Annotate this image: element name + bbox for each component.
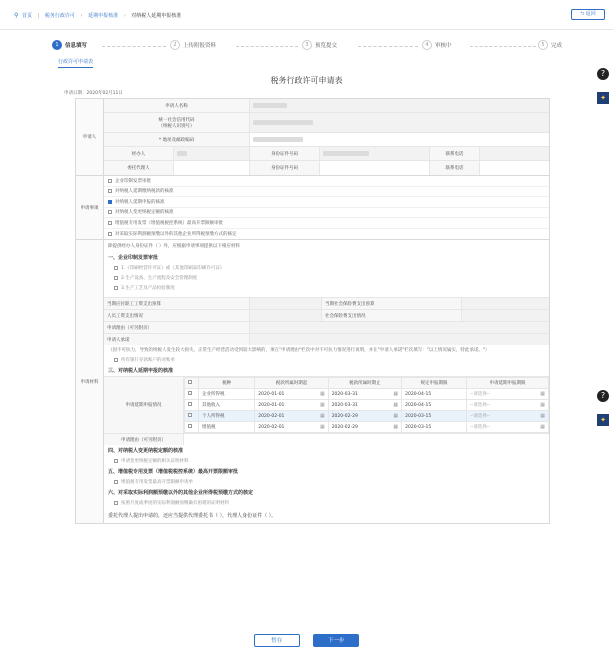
cost-row: 当期应付职工工资支出预算 当期社会保险费支出预算 <box>104 297 549 309</box>
promise-field[interactable] <box>250 334 549 345</box>
calendar-icon[interactable]: ▦ <box>393 391 399 397</box>
step-1: 1 信息填写 <box>52 40 87 52</box>
materials-section-label: 申请材料 <box>76 240 104 523</box>
step-5: 5 完成 <box>538 40 562 52</box>
calendar-icon[interactable]: ▦ <box>393 424 399 430</box>
table-row[interactable]: 增值税 2020-02-01 ▦ 2020-02-29 ▦ 2020-03-15 --请选择-- ▦ <box>185 422 549 433</box>
matter-checkbox[interactable] <box>108 221 112 225</box>
apply-date-select[interactable]: --请选择-- ▦ <box>466 400 548 411</box>
part1-item[interactable]: 2.生产设备、生产流程及安全管理制度 <box>104 273 549 283</box>
select-all-checkbox[interactable] <box>188 380 192 384</box>
breadcrumb-current: 对纳税人延期申报核准 <box>131 13 182 19</box>
matter-item[interactable]: 对纳税人延期申报的核准 <box>104 197 549 208</box>
part4-title: 四、对纳税人变更纳税定额的核准 <box>108 448 184 454</box>
applicant-section: 申请人 申请人名称 统一社会信用代码 （纳税人识别号） * 地址及邮政编码 经办人 身份证件号码 联系电话 委托代理人 身份证件号码 联系电话 <box>76 99 549 176</box>
proxy-name-field[interactable] <box>174 161 250 175</box>
step-2: 2 上传附报资料 <box>170 40 216 52</box>
breadcrumb-item-1[interactable]: 税务行政许可 <box>44 13 75 19</box>
matter-checkbox[interactable] <box>108 200 112 204</box>
calendar-icon: ▦ <box>540 424 545 430</box>
table-row[interactable]: 其他收入 2020-01-01 ▦ 2020-03-31 ▦ 2020-04-15 --请选择-- ▦ <box>185 400 549 411</box>
apply-date: 申请日期：2020年02月11日 <box>64 91 123 96</box>
matter-item[interactable]: 对纳税人延期缴纳税款的核准 <box>104 187 549 198</box>
materials-note: 除提供经办人身份证件（ ）外，应根据申请事项提供以下相应材料 <box>108 244 240 249</box>
table-row[interactable]: 个人所得税 2020-02-01 ▦ 2020-02-29 ▦ 2020-03-15 --请选择-- ▦ <box>185 411 549 422</box>
breadcrumb-home[interactable]: 首页 <box>22 13 33 19</box>
part1-checkbox[interactable] <box>114 266 118 270</box>
step-4: 4 审核中 <box>422 40 452 52</box>
promise-text: （因不可抗力，导致的纳税人发生较大损失，正常生产经营活动受到较大影响的，须在"申请理由"栏次中对不可抗力情况进行说明，并在"申请人承诺"栏次填写："以上情况属实，特此承诺。"） <box>108 348 490 353</box>
matter-item[interactable]: 企业印制发票审批 <box>104 176 549 187</box>
applicant-name-field[interactable] <box>250 99 549 112</box>
materials-section: 申请材料 除提供经办人身份证件（ ）外，应根据申请事项提供以下相应材料 一、企业印制发票审批 1.《印刷经营许可证》或《其他印刷品印刷许可证》 2.生产设备、生产流程及安全管理制度 3.生产工艺及产品检验制度 当期应付职工工资支出预算 当期社会保险费支出预算 人员工资支出情况 社会保险费支出情况 申请理由（可另附页） 申请人承诺 （因不可抗力，导致的纳税人发生较大损失，正常生产经营活动受到较大影响的，须在"申请理由"栏次中对不可抗力情况进行说明，并在"申请人承诺"栏次填写："以上情况属实，特此承诺。"） 所有银行存款账户的对账单 三、对纳税人延期申报的核准 申请延期申报情况 税种 税款所属时期起 税款所属时期止 规定申报期限 申请延期申报期限 企业所得税 2020-01-01 ▦ 2020-03-31 ▦ 2020-04-15 --请选择-- ▦ 其他收入 2020-01-01 ▦ 2020-03-31 ▦ 2020-04-15 --请选择-- ▦ 个人所得税 2020-02-01 ▦ 2020-02-29 ▦ 2020-03-15 --请选择-- ▦ 增值税 2020-02-01 ▦ 2020-02-29 ▦ 2020-03-15 --请选择-- ▦ 申请理由（可另附页） 四、对纳税人变更纳税定额的核准 申请变更纳税定额的相关证明材料 五、增值税专用发票（增值税税控系统）最高开票限额审批 增值税专用发票最高开票限额申请单 六、对采取实际利润额预缴以外的其他企业所得税预缴方式的核定 按照月度或季度的实际利润额预缴确有困难的证明材料 委托代理人提出申请的，还应当提供代理委托书（ ），代理人身份证件（ ）。 <box>76 240 549 523</box>
cost-row: 人员工资支出情况 社会保险费支出情况 <box>104 309 549 321</box>
calendar-icon[interactable]: ▦ <box>319 391 325 397</box>
breadcrumb: ⚲ 首页 | 税务行政许可 › 延期申报核准 › 对纳税人延期申报核准 <box>14 12 182 19</box>
row-checkbox[interactable] <box>188 424 192 428</box>
back-button[interactable]: ⮌ 返回 <box>571 9 605 20</box>
footer-buttons <box>0 634 613 647</box>
agent-name-field[interactable] <box>174 147 250 160</box>
part5-title: 五、增值税专用发票（增值税税控系统）最高开票限额审批 <box>108 469 239 475</box>
part5-checkbox[interactable] <box>114 480 118 484</box>
back-arrow-icon: ⮌ <box>580 11 585 17</box>
part4-checkbox[interactable] <box>114 459 118 463</box>
part1-item[interactable]: 3.生产工艺及产品检验制度 <box>104 283 549 293</box>
calendar-icon[interactable]: ▦ <box>393 402 399 408</box>
part1-checkbox[interactable] <box>114 286 118 290</box>
tax-reason-field[interactable] <box>184 434 549 445</box>
cost-field[interactable] <box>250 298 322 309</box>
part1-title: 一、企业印制发票审批 <box>108 255 159 261</box>
part1-item[interactable]: 1.《印刷经营许可证》或《其他印刷品印刷许可证》 <box>104 263 549 273</box>
matter-item[interactable]: 增值税专用发票（增值税税控系统）最高开票限额审批 <box>104 218 549 229</box>
proxy-id-field[interactable] <box>320 161 430 175</box>
cost-field[interactable] <box>462 310 549 321</box>
matter-checkbox[interactable] <box>108 232 112 236</box>
assistant-icon[interactable]: ✦ <box>597 92 609 104</box>
step-3: 3 预览提交 <box>302 40 337 52</box>
address-field[interactable] <box>250 133 549 146</box>
apply-date-select[interactable]: --请选择-- ▦ <box>466 411 548 422</box>
matter-checkbox[interactable] <box>108 189 112 193</box>
calendar-icon[interactable]: ▦ <box>319 402 325 408</box>
page-title: 税务行政许可申请表 <box>270 76 343 85</box>
breadcrumb-item-2[interactable]: 延期申报核准 <box>88 13 119 19</box>
calendar-icon: ▦ <box>540 402 545 408</box>
tax-table: 税种 税款所属时期起 税款所属时期止 规定申报期限 申请延期申报期限 企业所得税 2020-01-01 ▦ 2020-03-31 ▦ 2020-04-15 --请选择-- ▦ 其他收入 2020-01-01 ▦ 2020-03-31 ▦ 2020-04-15 --请选择-- ▦ 个人所得税 2020-02-01 ▦ 2020-02-29 ▦ 2020-03-15 --请选择-- ▦ 增值税 2020-02-01 ▦ 2020-02-29 ▦ 2020-03-15 --请选择-- ▦ <box>184 377 549 433</box>
assistant-icon-lower[interactable]: ✦ <box>597 414 609 426</box>
matters-section <box>76 176 549 240</box>
cost-field[interactable] <box>462 298 549 309</box>
help-icon-lower[interactable]: ? <box>597 390 609 402</box>
part3-title: 三、对纳税人延期申报的核准 <box>108 368 174 374</box>
agent-id-field[interactable] <box>320 147 430 160</box>
matter-item[interactable]: 对纳税人变更纳税定额的核准 <box>104 208 549 219</box>
matter-item[interactable]: 对采取实际利润额预缴以外的其他企业所得税预缴方式的核定 <box>104 229 549 240</box>
apply-date-select[interactable]: --请选择-- ▦ <box>466 422 548 433</box>
location-pin-icon: ⚲ <box>14 12 19 19</box>
help-icon[interactable]: ? <box>597 68 609 80</box>
row-checkbox[interactable] <box>188 391 192 395</box>
reason-field[interactable] <box>250 322 549 333</box>
row-checkbox[interactable] <box>188 402 192 406</box>
part6-title: 六、对采取实际利润额预缴以外的其他企业所得税预缴方式的核定 <box>108 490 254 496</box>
cost-field[interactable] <box>250 310 322 321</box>
calendar-icon[interactable]: ▦ <box>319 424 325 430</box>
calendar-icon: ▦ <box>540 391 545 397</box>
credit-code-field[interactable] <box>250 113 549 132</box>
progress-steps <box>52 40 572 54</box>
matter-checkbox[interactable] <box>108 210 112 214</box>
matter-checkbox[interactable] <box>108 179 112 183</box>
part1-checkbox[interactable] <box>114 276 118 280</box>
save-button[interactable]: 暂存 <box>254 634 300 647</box>
calendar-icon: ▦ <box>540 413 545 419</box>
apply-date-select[interactable]: --请选择-- ▦ <box>466 389 548 400</box>
application-form <box>75 98 550 524</box>
final-note: 委托代理人提出申请的，还应当提供代理委托书（ ），代理人身份证件（ ）。 <box>108 513 277 519</box>
calendar-icon[interactable]: ▦ <box>393 413 399 419</box>
top-bar <box>0 0 613 30</box>
row-checkbox[interactable] <box>188 413 192 417</box>
table-row[interactable]: 企业所得税 2020-01-01 ▦ 2020-03-31 ▦ 2020-04-15 --请选择-- ▦ <box>185 389 549 400</box>
agent-phone-field[interactable] <box>480 147 549 160</box>
proxy-phone-field[interactable] <box>480 161 549 175</box>
calendar-icon[interactable]: ▦ <box>319 413 325 419</box>
part6-checkbox[interactable] <box>114 501 118 505</box>
tab-application-form[interactable]: 行政许可申请表 <box>58 58 93 68</box>
matters-section-label: 申请事项 <box>76 176 104 239</box>
applicant-section-label: 申请人 <box>76 99 104 175</box>
next-step-button[interactable]: 下一步 <box>313 634 359 647</box>
promise-item-checkbox[interactable] <box>114 358 118 362</box>
